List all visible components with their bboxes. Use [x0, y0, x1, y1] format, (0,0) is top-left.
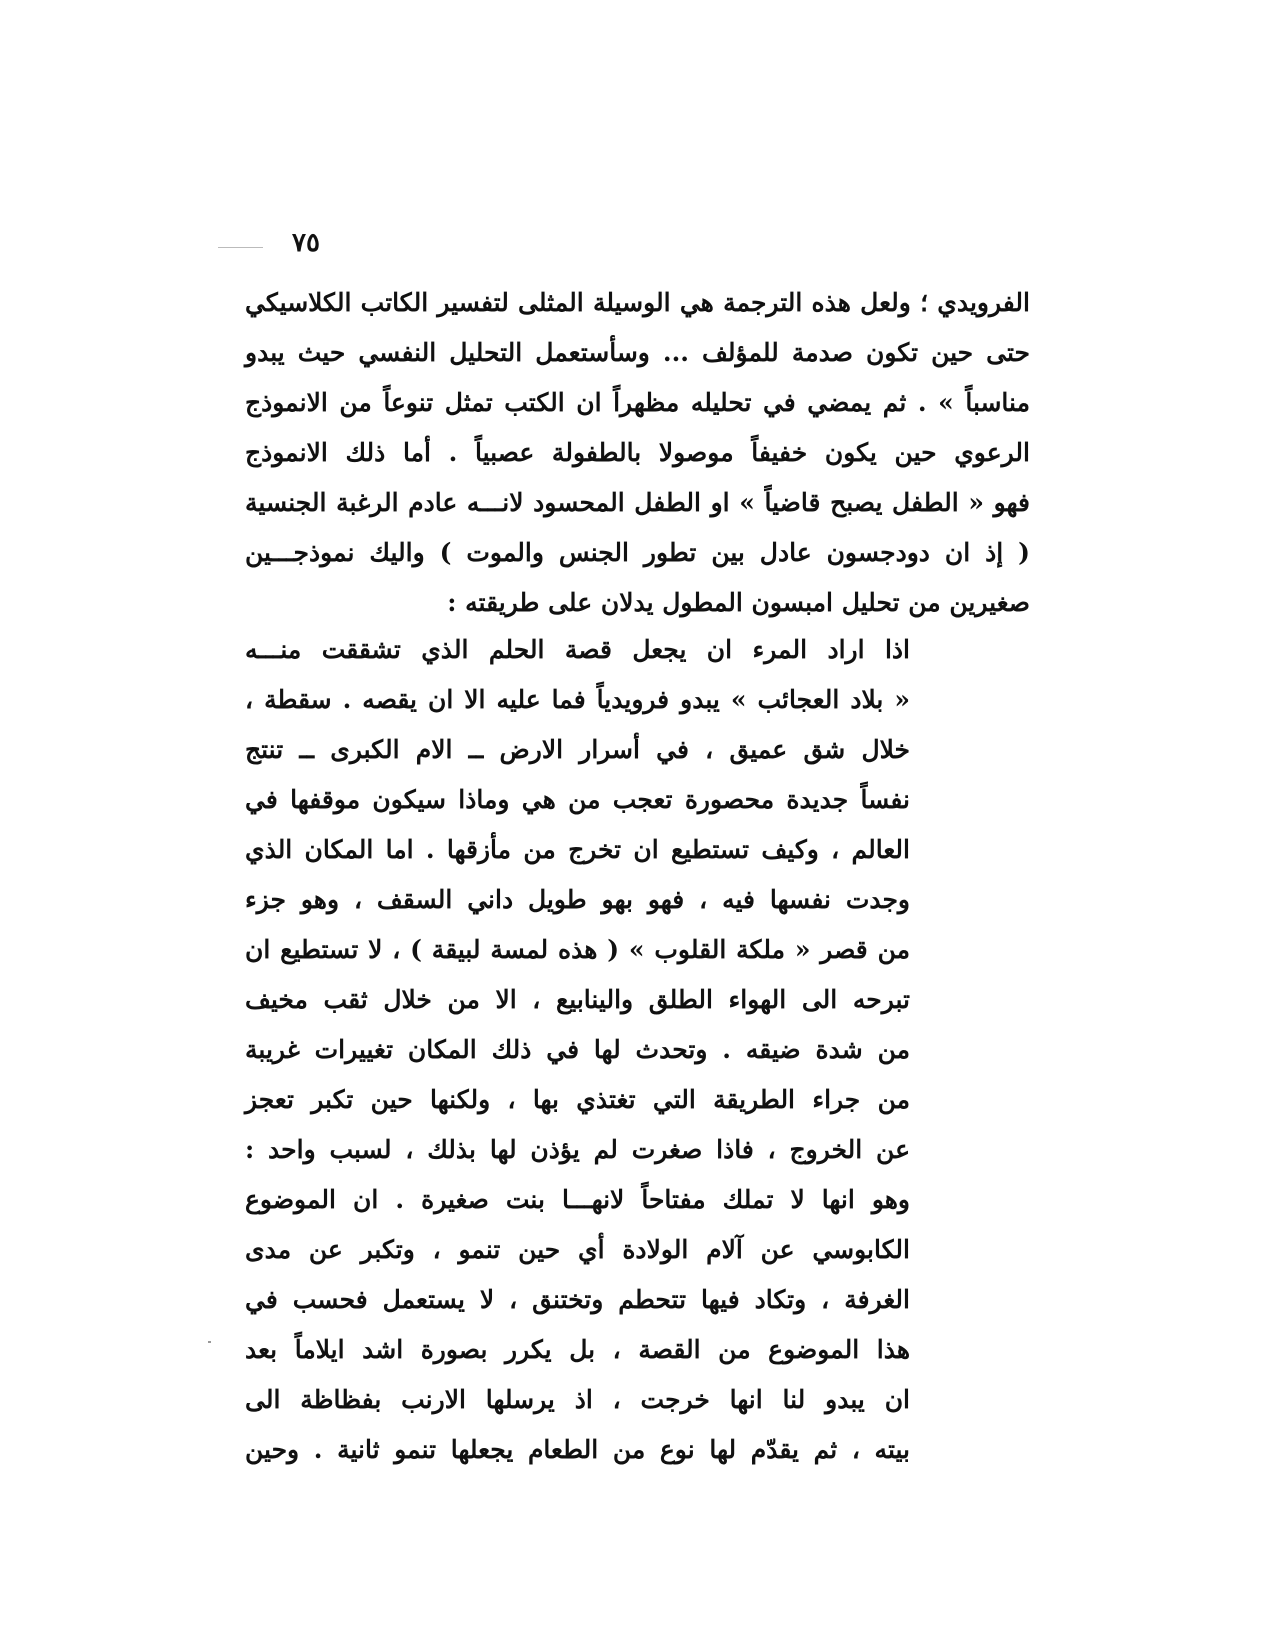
text-line: نفساً جديدة محصورة تعجب من هي وماذا سيكون موقفها في — [245, 785, 910, 814]
quoted-passage — [245, 625, 910, 1475]
header-rule — [218, 247, 263, 248]
text-line: حتى حين تكون صدمة للمؤلف ... وسأستعمل التحليل النفسي حيث يبدو — [245, 338, 1030, 367]
text-line: من قصر « ملكة القلوب » ( هذه لمسة لبيقة ) ، لا تستطيع ان — [245, 935, 910, 964]
text-line: من جراء الطريقة التي تغتذي بها ، ولكنها حين تكبر تعجز — [245, 1085, 910, 1114]
text-line: هذا الموضوع من القصة ، بل يكرر بصورة اشد ايلاماً بعد — [245, 1335, 910, 1364]
text-line: مناسباً » . ثم يمضي في تحليله مظهراً ان الكتب تمثل تنوعاً من الانموذج — [245, 388, 1030, 417]
text-line: اذا اراد المرء ان يجعل قصة الحلم الذي تشققت منـــه — [245, 635, 910, 664]
text-line: فهو « الطفل يصبح قاضياً » او الطفل المحسود لانـــه عادم الرغبة الجنسية — [245, 488, 1030, 517]
text-line: صغيرين من تحليل امبسون المطول يدلان على طريقته : — [447, 588, 1030, 617]
page-number: ٧٥ — [292, 228, 320, 258]
text-line: « بلاد العجائب » يبدو فرويدياً فما عليه الا ان يقصه . سقطة ، — [245, 685, 910, 714]
intro-paragraph — [245, 278, 1030, 628]
text-line: وجدت نفسها فيه ، فهو بهو طويل داني السقف ، وهو جزء — [245, 885, 910, 914]
text-line: بيته ، ثم يقدّم لها نوع من الطعام يجعلها تنمو ثانية . وحين — [245, 1435, 910, 1464]
text-line: الفرويدي ؛ ولعل هذه الترجمة هي الوسيلة المثلى لتفسير الكاتب الكلاسيكي — [245, 288, 1030, 317]
text-line: تبرحه الى الهواء الطلق والينابيع ، الا من خلال ثقب مخيف — [245, 985, 910, 1014]
text-line: من شدة ضيقه . وتحدث لها في ذلك المكان تغييرات غريبة — [245, 1035, 910, 1064]
text-line: ( إذ ان دودجسون عادل بين تطور الجنس والموت ) واليك نموذجـــين — [245, 538, 1030, 567]
text-line: ان يبدو لنا انها خرجت ، اذ يرسلها الارنب بفظاظة الى — [245, 1385, 910, 1414]
text-line: وهو انها لا تملك مفتاحاً لانهـــا بنت صغيرة . ان الموضوع — [245, 1185, 910, 1214]
text-line: خلال شق عميق ، في أسرار الارض ــ الام الكبرى ــ تنتج — [245, 735, 910, 764]
scan-speck — [208, 1341, 211, 1343]
text-line: الغرفة ، وتكاد فيها تتحطم وتختنق ، لا يستعمل فحسب في — [245, 1285, 910, 1314]
text-line: العالم ، وكيف تستطيع ان تخرج من مأزقها . اما المكان الذي — [245, 835, 910, 864]
text-line: عن الخروج ، فاذا صغرت لم يؤذن لها بذلك ، لسبب واحد : — [245, 1135, 910, 1164]
text-line: الرعوي حين يكون خفيفاً موصولا بالطفولة عصبياً . أما ذلك الانموذج — [245, 438, 1030, 467]
text-line: الكابوسي عن آلام الولادة أي حين تنمو ، وتكبر عن مدى — [245, 1235, 910, 1264]
